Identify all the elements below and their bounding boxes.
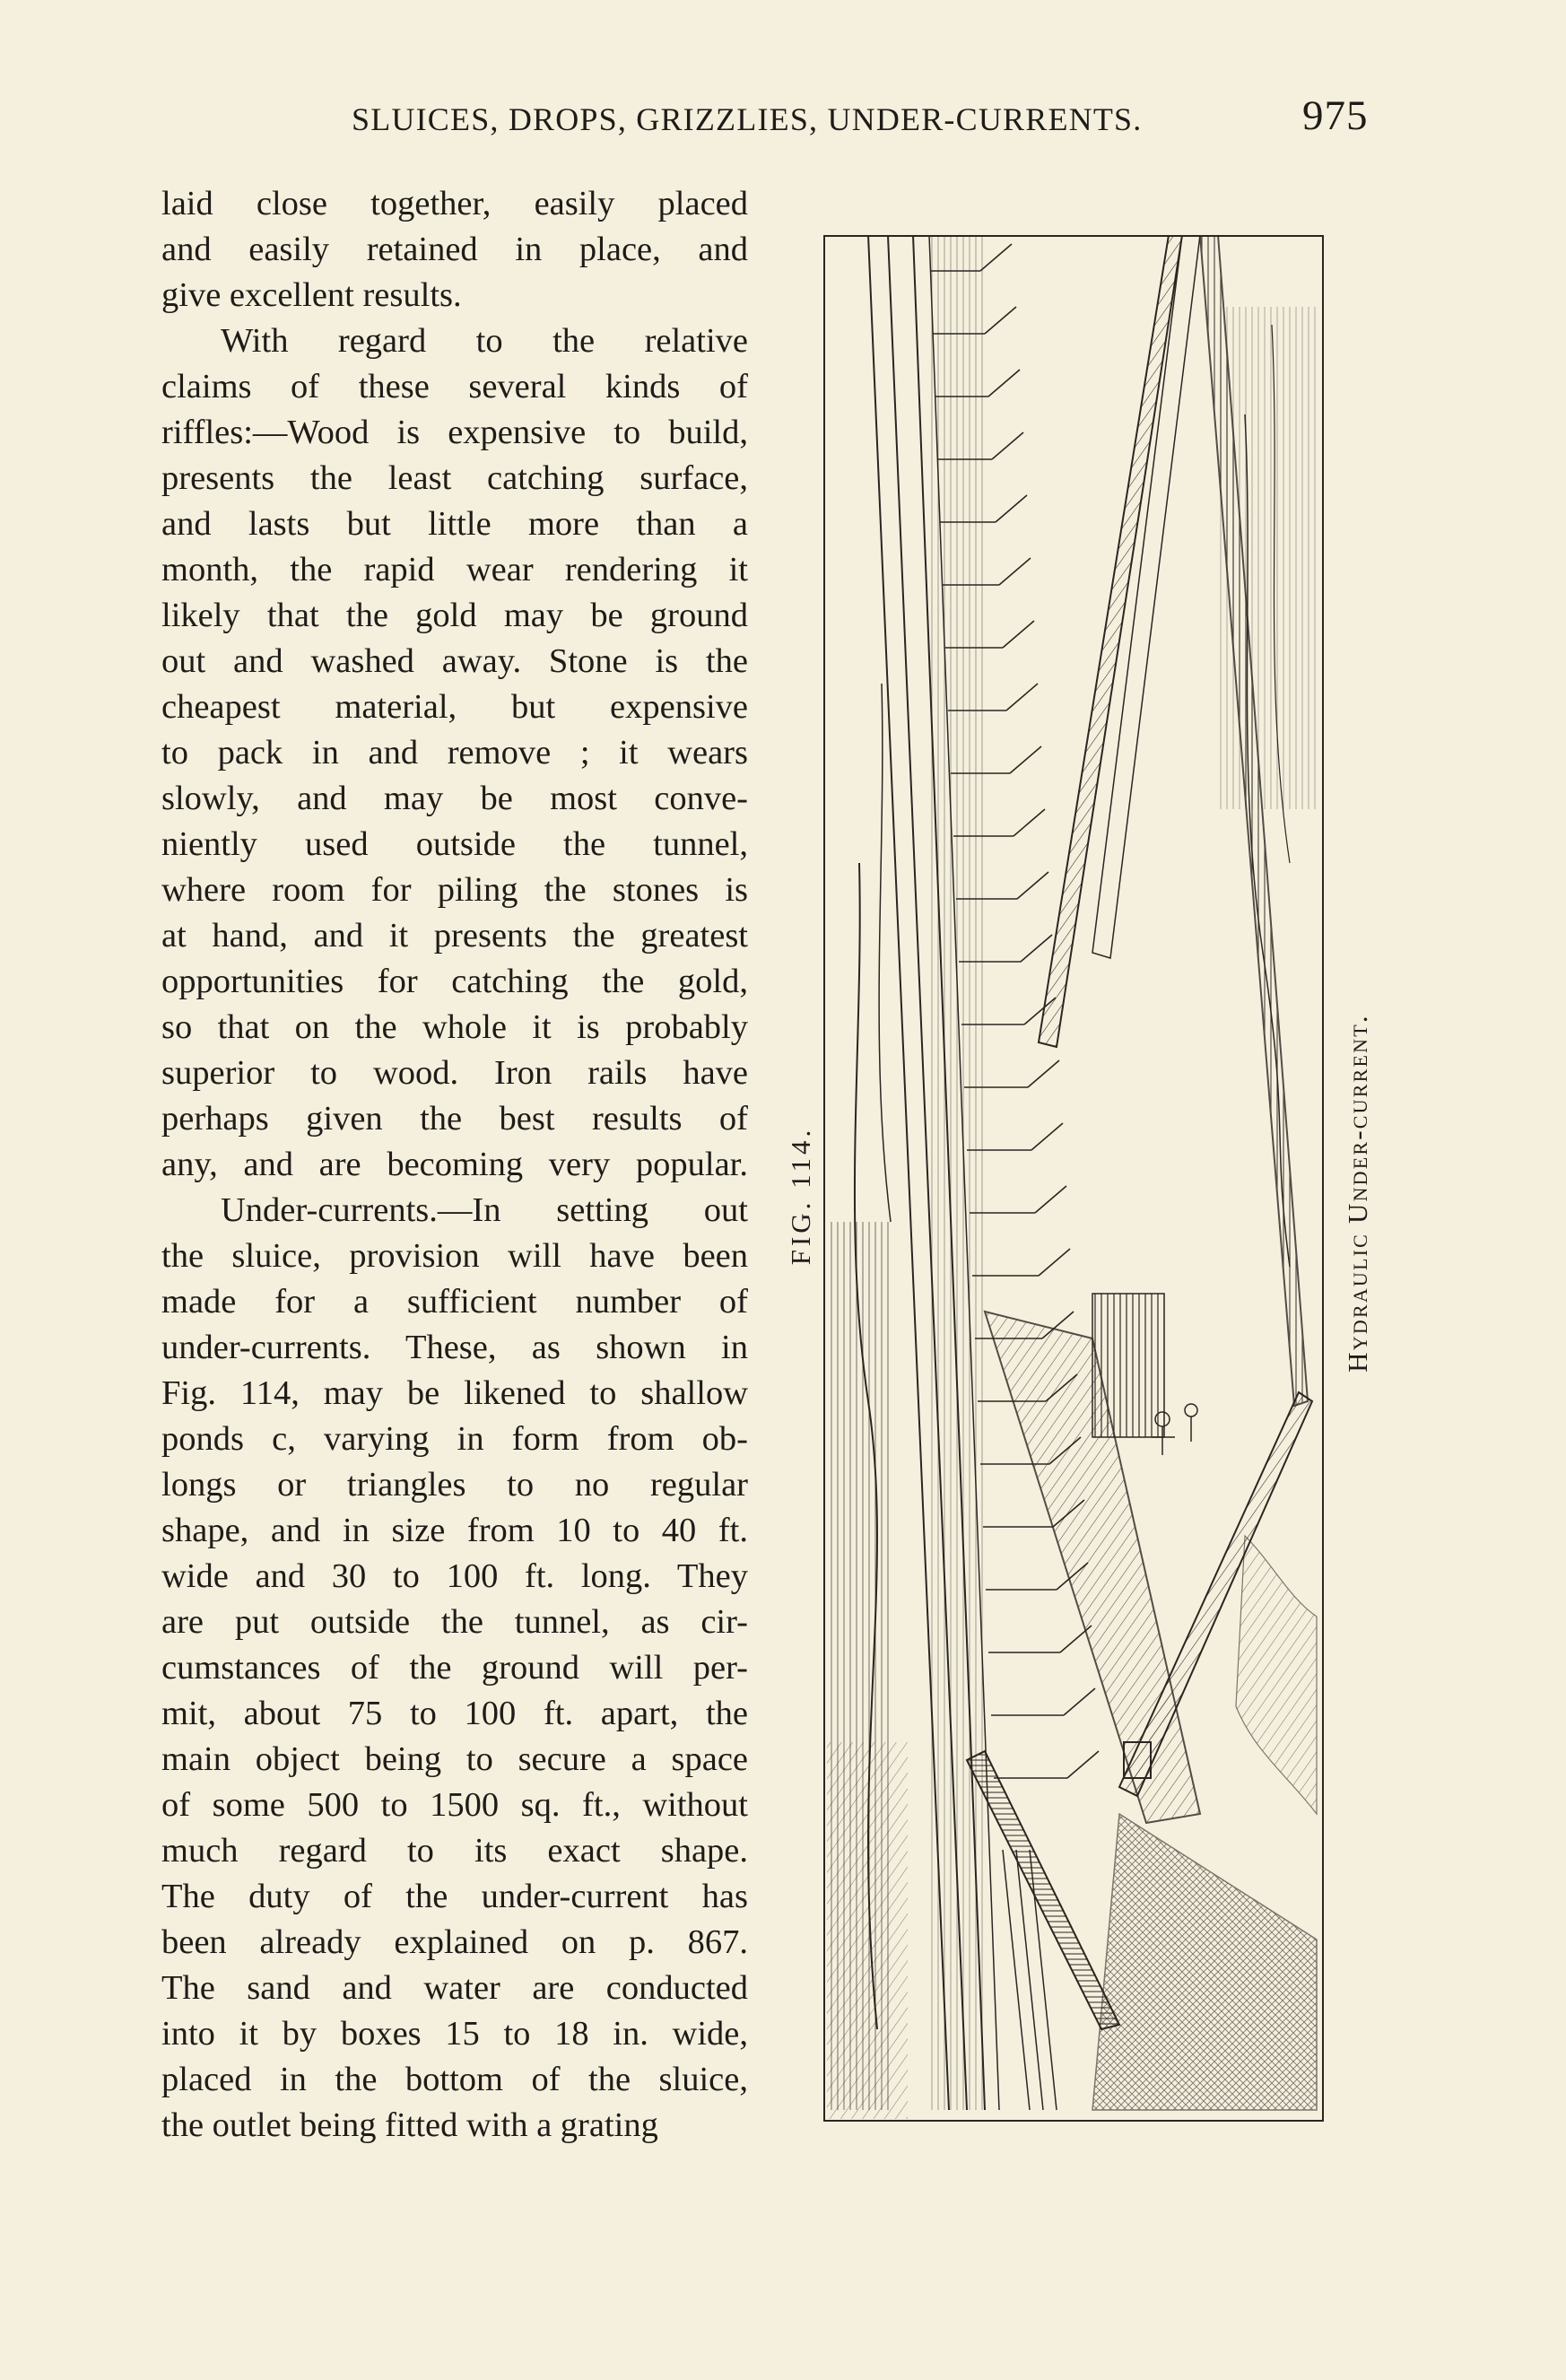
text-line: the sluice, provision will have been [161, 1237, 748, 1275]
figure-label: FIG. 114. [785, 1126, 816, 1266]
text-line: mit, about 75 to 100 ft. apart, the [161, 1695, 748, 1732]
text-line: are put outside the tunnel, as cir- [161, 1603, 748, 1641]
text-line: With regard to the relative [221, 322, 748, 360]
text-line: The sand and water are conducted [161, 1969, 748, 2007]
text-line: much regard to its exact shape. [161, 1832, 748, 1870]
text-line: wide and 30 to 100 ft. long. They [161, 1557, 748, 1595]
text-line: The duty of the under-current has [161, 1878, 748, 1915]
text-line: the outlet being fitted with a grating [161, 2106, 658, 2144]
text-line: at hand, and it presents the greatest [161, 917, 748, 955]
text-line: slowly, and may be most conve- [161, 780, 748, 817]
figure-caption: Hydraulic Under-current. [1342, 1014, 1373, 1373]
page-number: 975 [1302, 92, 1369, 139]
text-line: of some 500 to 1500 sq. ft., without [161, 1786, 748, 1824]
text-line: and easily retained in place, and [161, 231, 748, 268]
text-line: placed in the bottom of the sluice, [161, 2061, 748, 2098]
text-line: shape, and in size from 10 to 40 ft. [161, 1512, 748, 1549]
text-line: cheapest material, but expensive [161, 688, 748, 726]
text-line: laid close together, easily placed [161, 185, 748, 222]
text-line: month, the rapid wear rendering it [161, 551, 748, 588]
body-text [161, 181, 748, 2149]
text-line: opportunities for catching the gold, [161, 963, 748, 1000]
text-line: Under-currents.—In setting out [221, 1191, 748, 1229]
text-line: perhaps given the best results of [161, 1100, 748, 1138]
text-line: superior to wood. Iron rails have [161, 1054, 748, 1092]
running-head: SLUICES, DROPS, GRIZZLIES, UNDER-CURRENTS. [352, 101, 1143, 137]
text-line: into it by boxes 15 to 18 in. wide, [161, 2015, 748, 2053]
text-line: and lasts but little more than a [161, 505, 748, 543]
text-line: to pack in and remove ; it wears [161, 734, 748, 772]
text-line: longs or triangles to no regular [161, 1466, 748, 1504]
text-line: main object being to secure a space [161, 1740, 748, 1778]
text-line: likely that the gold may be ground [161, 597, 748, 634]
text-line: cumstances of the ground will per- [161, 1649, 748, 1687]
text-line: riffles:—Wood is expensive to build, [161, 414, 748, 451]
text-line: been already explained on p. 867. [161, 1923, 748, 1961]
text-line: give excellent results. [161, 276, 462, 314]
text-line: out and washed away. Stone is the [161, 642, 748, 680]
text-line: under-currents. These, as shown in [161, 1329, 748, 1366]
text-line: made for a sufficient number of [161, 1283, 748, 1321]
text-line: claims of these several kinds of [161, 368, 748, 405]
figure-illustration [823, 235, 1324, 2122]
text-line: niently used outside the tunnel, [161, 825, 748, 863]
text-line: any, and are becoming very popular. [161, 1146, 748, 1183]
text-line: where room for piling the stones is [161, 871, 748, 909]
text-line: so that on the whole it is probably [161, 1008, 748, 1046]
text-line: Fig. 114, may be likened to shallow [161, 1374, 748, 1412]
text-line: ponds c, varying in form from ob- [161, 1420, 748, 1458]
engraving-svg [823, 235, 1324, 2122]
text-line: presents the least catching surface, [161, 459, 748, 497]
